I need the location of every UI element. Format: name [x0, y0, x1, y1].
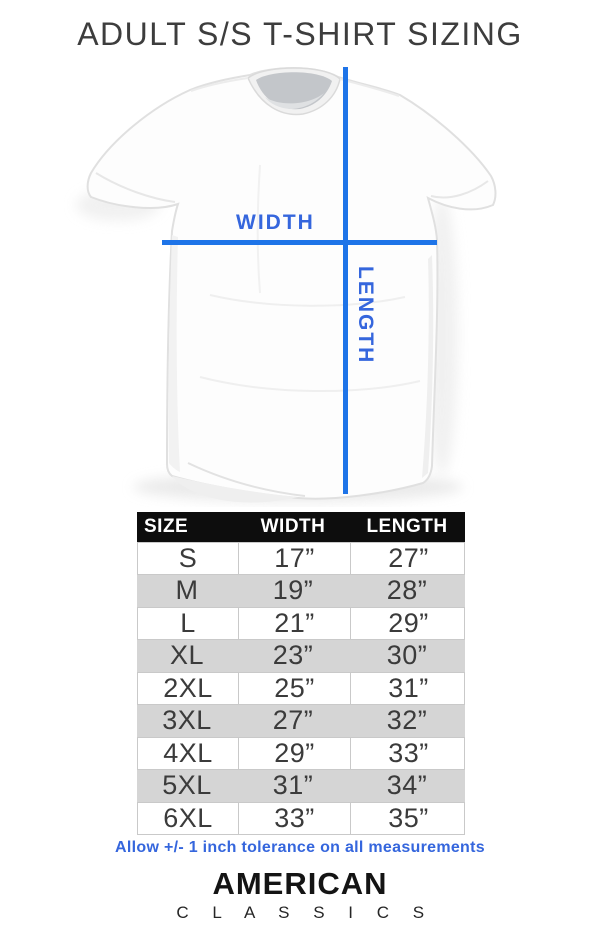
size-cell: 5XL: [162, 770, 212, 801]
tshirt-graphic: [60, 55, 540, 507]
table-row: [137, 575, 465, 608]
size-cell: 3XL: [162, 705, 212, 736]
table-row: [137, 705, 465, 738]
tshirt-diagram: [60, 55, 540, 507]
length-cell: 28”: [386, 575, 428, 606]
length-cell: 33”: [350, 738, 466, 769]
width-cell: 33”: [238, 803, 350, 834]
width-cell: 27”: [272, 705, 314, 736]
header-cell-length: LENGTH: [366, 516, 448, 537]
table-row: [137, 802, 465, 835]
tolerance-note: Allow +/- 1 inch tolerance on all measurements: [115, 839, 485, 856]
table-row: [137, 737, 465, 770]
brand-name: AMERICAN: [212, 866, 388, 901]
size-chart-header: [137, 512, 465, 542]
size-cell: 2XL: [163, 673, 213, 703]
size-cell: XL: [169, 640, 205, 671]
page-title: ADULT S/S T-SHIRT SIZING: [77, 16, 523, 52]
size-cell: L: [180, 608, 196, 638]
table-row: [137, 640, 465, 673]
size-chart-table: [137, 512, 465, 835]
width-label: WIDTH: [236, 211, 315, 234]
width-cell: 19”: [272, 575, 314, 606]
table-row: [137, 672, 465, 705]
width-measure-line: [162, 240, 437, 245]
size-cell: S: [178, 543, 198, 573]
length-cell: 30”: [386, 640, 428, 671]
brand-subtitle: C L A S S I C S: [176, 902, 434, 922]
width-cell: 29”: [238, 738, 350, 769]
width-cell: 23”: [272, 640, 314, 671]
header-cell-size: SIZE: [144, 516, 189, 537]
brand-logo: [0, 868, 600, 923]
size-cell: 6XL: [163, 803, 213, 833]
table-row: [137, 770, 465, 803]
length-cell: 32”: [386, 705, 428, 736]
length-cell: 29”: [350, 608, 466, 639]
table-row: [137, 607, 465, 640]
header-cell-width: WIDTH: [260, 516, 326, 537]
length-measure-line: [343, 67, 348, 494]
length-label: LENGTH: [354, 266, 377, 365]
length-cell: 34”: [386, 770, 428, 801]
width-cell: 25”: [238, 673, 350, 704]
table-row: [137, 542, 465, 575]
length-cell: 31”: [350, 673, 466, 704]
size-cell: 4XL: [163, 738, 213, 768]
length-cell: 35”: [350, 803, 466, 834]
width-cell: 31”: [272, 770, 314, 801]
length-cell: 27”: [350, 543, 466, 574]
width-cell: 21”: [238, 608, 350, 639]
width-cell: 17”: [238, 543, 350, 574]
size-cell: M: [175, 575, 199, 606]
